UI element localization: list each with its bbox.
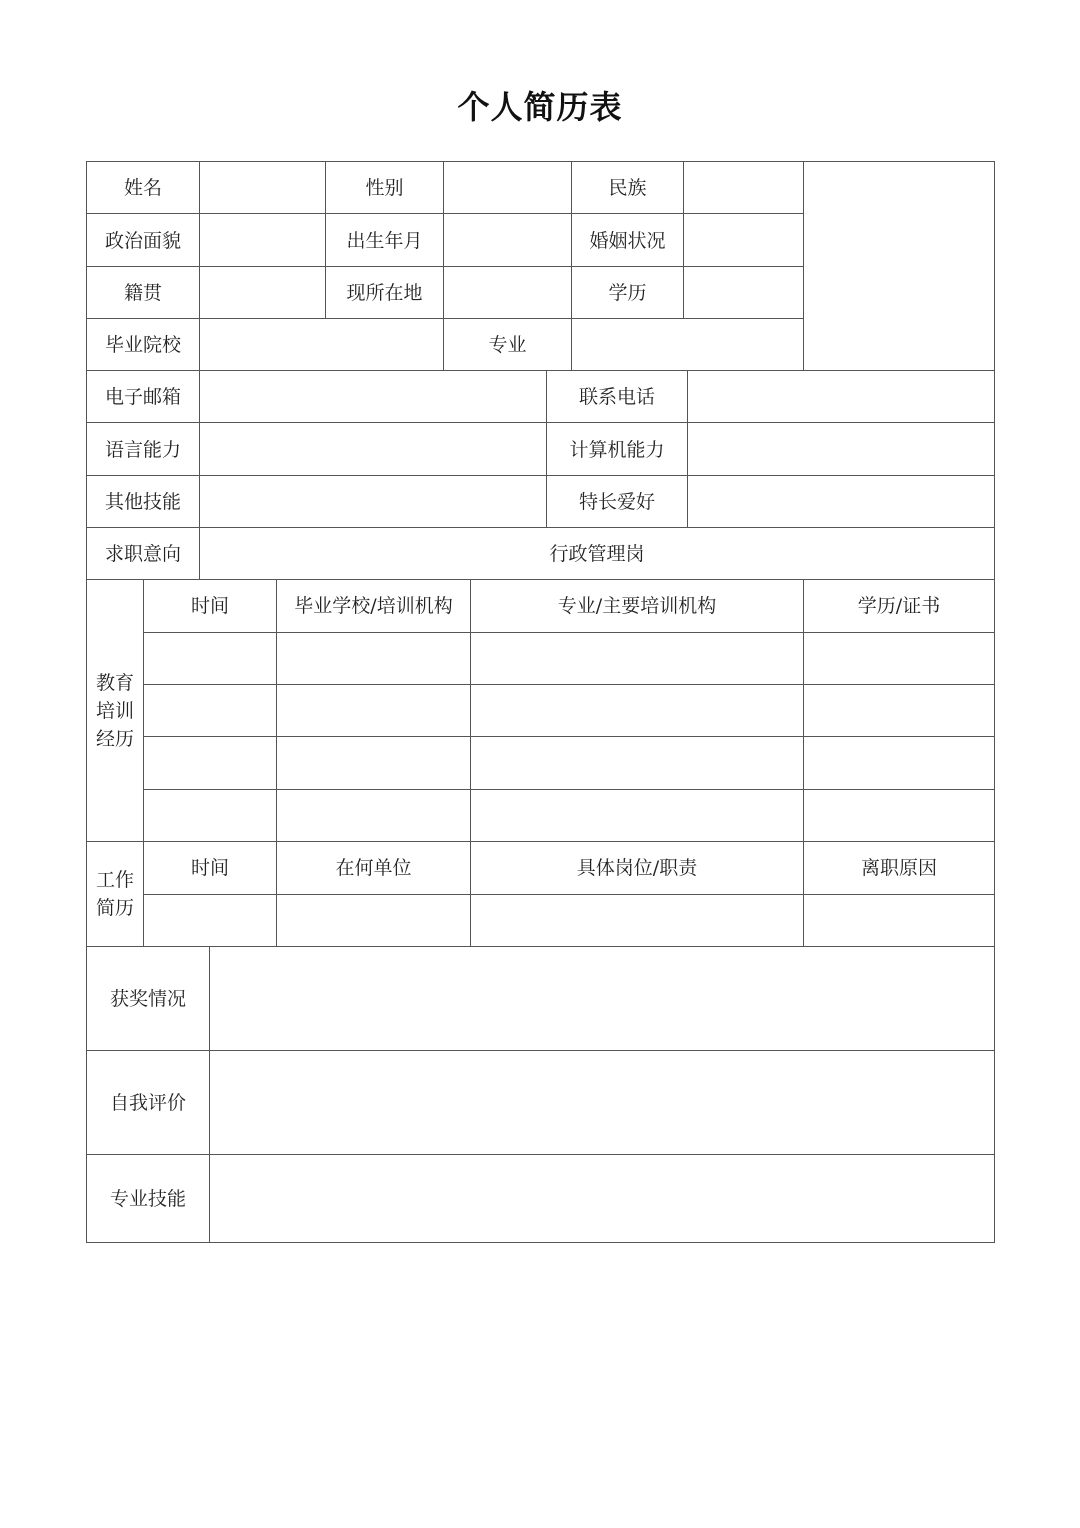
politics-field[interactable] <box>200 214 325 267</box>
computer-field[interactable] <box>688 423 994 476</box>
edu-row[interactable] <box>144 737 994 789</box>
edu-row[interactable] <box>144 685 994 737</box>
label-email: 电子邮箱 <box>104 386 181 408</box>
gender-field[interactable] <box>444 162 571 214</box>
label-politics: 政治面貌 <box>104 229 181 252</box>
work-header-reason: 离职原因 <box>860 857 937 879</box>
label-name: 姓名 <box>123 177 162 199</box>
label-major: 专业 <box>488 334 527 356</box>
grid-line <box>86 1242 995 1243</box>
edu-header-school: 毕业学校/培训机构 <box>294 595 453 617</box>
awards-field[interactable] <box>210 947 994 1050</box>
objective-field[interactable]: 行政管理岗 <box>549 543 645 565</box>
language-field[interactable] <box>200 423 546 476</box>
label-objective: 求职意向 <box>104 543 181 565</box>
name-field[interactable] <box>200 162 325 214</box>
work-header-company: 在何单位 <box>335 857 412 879</box>
label-marital: 婚姻状况 <box>589 229 666 252</box>
label-pro-skills: 专业技能 <box>109 1187 186 1210</box>
label-location: 现所在地 <box>346 282 423 304</box>
label-awards: 获奖情况 <box>109 987 186 1010</box>
edu-header-degree: 学历/证书 <box>857 595 941 617</box>
edu-header-major: 专业/主要培训机构 <box>557 595 717 617</box>
hobbies-field[interactable] <box>688 476 994 528</box>
work-header-position: 具体岗位/职责 <box>576 857 698 879</box>
pro-skills-field[interactable] <box>210 1155 994 1242</box>
work-row[interactable] <box>144 895 994 946</box>
label-hobbies: 特长爱好 <box>578 491 655 513</box>
edu-header-time: 时间 <box>190 595 229 617</box>
school-field[interactable] <box>200 319 443 371</box>
phone-field[interactable] <box>688 371 994 423</box>
grid-line <box>994 161 995 1243</box>
edu-row[interactable] <box>144 633 994 685</box>
marital-field[interactable] <box>684 214 803 267</box>
hometown-field[interactable] <box>200 267 325 319</box>
ethnicity-field[interactable] <box>684 162 803 214</box>
photo-box[interactable] <box>804 162 994 370</box>
self-evaluation-field[interactable] <box>210 1051 994 1154</box>
other-skills-field[interactable] <box>200 476 546 528</box>
label-self-evaluation: 自我评价 <box>109 1091 186 1114</box>
education-section-label: 教育培训经历 <box>95 672 134 750</box>
work-section-label: 工作简历 <box>95 869 134 919</box>
degree-field[interactable] <box>684 267 803 319</box>
location-field[interactable] <box>444 267 571 319</box>
major-field[interactable] <box>572 319 803 371</box>
email-field[interactable] <box>200 371 546 423</box>
label-gender: 性别 <box>365 177 404 199</box>
label-school: 毕业院校 <box>104 334 181 356</box>
edu-row[interactable] <box>144 790 994 842</box>
label-ethnicity: 民族 <box>608 177 647 199</box>
label-degree: 学历 <box>608 282 647 304</box>
label-hometown: 籍贯 <box>123 282 162 304</box>
work-header-time: 时间 <box>190 857 229 879</box>
label-other-skills: 其他技能 <box>104 491 181 513</box>
label-language: 语言能力 <box>104 438 181 461</box>
page-title: 个人简历表 <box>457 88 623 126</box>
birth-field[interactable] <box>444 214 571 267</box>
label-computer: 计算机能力 <box>569 438 665 461</box>
label-phone: 联系电话 <box>578 386 655 408</box>
label-birth: 出生年月 <box>346 229 423 252</box>
